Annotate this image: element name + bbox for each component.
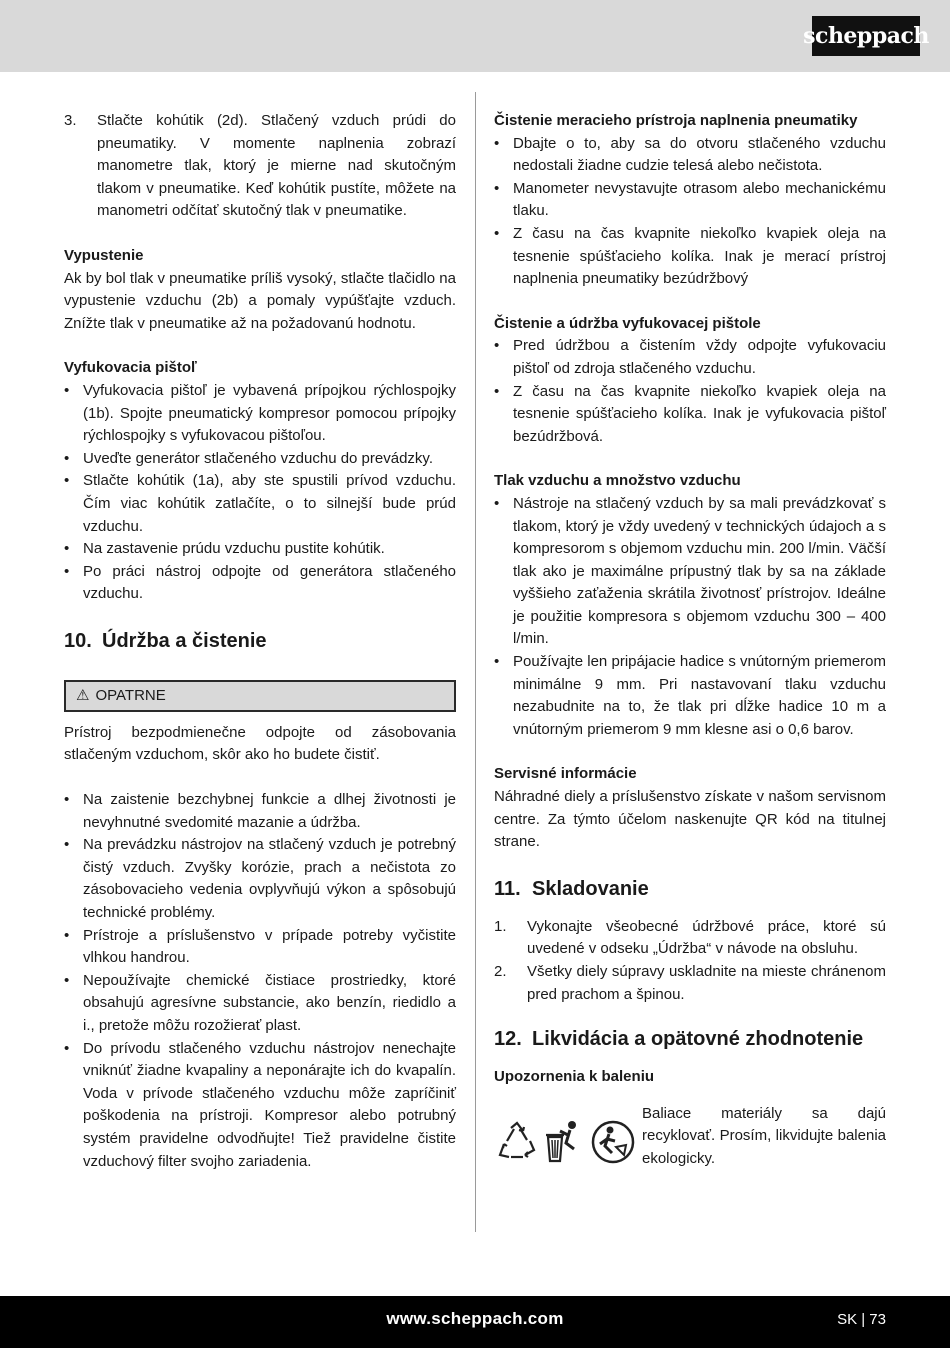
warning-triangle-icon: ⚠ [76,686,90,704]
list-item: • Stlačte kohútik (1a), aby ste spustili prívod vzduchu. Čím viac kohútik zatlačíte, o to silnejší bude prúd vzduchu. [64,472,456,535]
website-link[interactable]: www.scheppach.com [386,1309,564,1328]
waste-bin-icon [544,1119,586,1165]
scheppach-logo: scheppach [812,16,920,56]
storage-list [494,916,886,1006]
list-item: • Pred údržbou a čistením vždy odpojte vyfukovaciu pištoľ od zdroja stlačeného vzduchu. [494,337,886,377]
list-item: • Dbajte o to, aby sa do otvoru stlačeného vzduchu nedostali žiadne cudzie telesá alebo nečistota. [494,134,886,175]
list-item: • Uveďte generátor stlačeného vzduchu do prevádzky. [64,449,433,467]
subheading-packaging: Upozornenia k baleniu [494,1068,655,1086]
warning-box [64,680,456,712]
packaging-text: Baliace materiály sa dajú recyklovať. Prosím, likvidujte balenia ekologicky. [642,1104,886,1167]
gauge-list [494,133,886,291]
list-item: • Nepoužívajte chemické čistiace prostriedky, ktoré obsahujú agresívne substancie, ako benzín, riedidlo a i., pretože môžu rozožierať plast. [64,971,456,1034]
air-list [494,493,886,742]
list-item: 2. Všetky diely súpravy uskladnite na mieste chránenom pred prachom a špinou. [494,963,886,1003]
section-12-heading: 12. Likvidácia a opätovné zhodnotenie [494,1028,864,1051]
column-divider [475,92,476,1232]
subheading-gauge-cleaning: Čistenie meracieho prístroja naplnenia pneumatiky [494,112,858,129]
list-item: • Po práci nástroj odpojte od generátora stlačeného vzduchu. [64,562,456,603]
step-number: 3. [64,112,77,129]
page-number: SK | 73 [837,1311,886,1328]
list-item: • Na prevádzku nástrojov na stlačený vzduch je potrebný čistý vzduch. Zvyšky korózie, prach a nečistota zo zásobovacieho vedenia ovplyvňujú výkon a spôsobujú technické problémy. [64,836,456,922]
pistol-list [64,380,456,606]
recycle-icon [494,1119,540,1165]
eco-recycle-icon [590,1119,636,1165]
list-item: • Z času na čas kvapnite niekoľko kvapiek oleja na tesnenie spúšťacieho kolíka. Inak je merací prístroj naplnenia pneumatiky bezúdržbový [494,224,886,288]
list-item: • Na zastavenie prúdu vzduchu pustite kohútik. [64,540,385,558]
service-text: Náhradné diely a príslušenstvo získate v našom servisnom centre. Za týmto účelom naskenujte QR kód na titulnej strane. [494,788,886,851]
disposal-icons [494,1103,642,1165]
list-item: • Na zaistenie bezchybnej funkcie a dlhej životnosti je nevyhnutné svedomité mazanie a údržba. [64,791,456,831]
list-item: • Manometer nevystavujte otrasom alebo mechanickému tlaku. [494,179,886,220]
list-item: • Vyfukovacia pištoľ je vybavená prípojkou rýchlospojky (1b). Spojte pneumatický kompresor pomocou prípojky rýchlospojky s vyfukovacou pištoľou. [64,381,456,445]
subheading-vypustenie: Vypustenie [64,246,144,264]
list-item: • Z času na čas kvapnite niekoľko kvapiek oleja na tesnenie spúšťacieho kolíka. Inak je vyfukovacia pištoľ bezúdržbová. [494,382,886,445]
pistol-cleaning-list [494,335,886,448]
packaging-row [494,1103,886,1171]
subheading-air-pressure: Tlak vzduchu a množstvo vzduchu [494,472,741,490]
step-3 [64,110,456,223]
left-column [64,110,456,1173]
list-item: 1. Vykonajte všeobecné údržbové práce, ktoré sú uvedené v odseku „Údržba“ v návode na obsluhu. [494,917,886,958]
list-item: • Prístroje a príslušenstvo v prípade potreby vyčistite vlhkou handrou. [64,926,456,967]
list-item: • Do prívodu stlačeného vzduchu nástrojov nenechajte vniknúť žiadne kvapaliny a neponárajte ich do kvapalín. Voda v prívode stlačeného vzduchu môže zapríčiniť poškodenia na prístroji. Kompresor alebo potrubný systém pravidelne odvodňujte! Tiež pravidelne čistite vzduchový filter svojho zariadenia. [64,1039,456,1170]
subheading-service: Servisné informácie [494,765,637,783]
step-text: Stlačte kohútik (2d). Stlačený vzduch prúdi do pneumatiky. V momente naplnenia zobrazí manometre tlak, ktorý je mierne nad skutočným tlakom v pneumatike. Keď kohútik pustíte, môžete na manometri odčítať skutočný tlak v pneumatike. [97,112,456,220]
header-bar [0,0,950,72]
warning-label: OPATRNE [95,686,166,704]
list-item: • Nástroje na stlačený vzduch by sa mali prevádzkovať s tlakom, ktorý je vždy uvedený v technických údajoch a s kompresorom s objemom vzduchu min. 200 l/min. Väčší tlak ako je maximálne prípustný tlak by sa na základe vyššieho zaťaženia skrátila životnosť prístrojov. Ideálne je použitie kompresora s objemom vzduchu 300 – 400 l/min. [494,494,886,648]
footer-bar [0,1296,950,1348]
section-11-heading: 11. Skladovanie [494,877,649,900]
subheading-pistol-cleaning: Čistenie a údržba vyfukovacej pištole [494,314,761,332]
list-item: • Používajte len pripájacie hadice s vnútorným priemerom minimálne 9 mm. Pri nastavovaní tlaku vzduchu nezabudnite na to, že tlak pri dĺžke hadice 10 m a vnútorným priemerom 9 mm klesne asi o 0,6 barov. [494,653,886,738]
section-10-heading: 10. Údržba a čistenie [64,629,267,652]
maintenance-list [64,789,456,1173]
right-column [494,110,886,1171]
subheading-pistol: Vyfukovacia pištoľ [64,359,197,377]
vypustenie-text: Ak by bol tlak v pneumatike príliš vysoký, stlačte tlačidlo na vypustenie vzduchu (2b) a pomaly vypúšťajte vzduch. Znížte tlak v pneumatike až na požadovanú hodnotu. [64,269,456,332]
warning-text: Prístroj bezpodmienečne odpojte od zásobovania stlačeným vzduchom, skôr ako ho budete čistiť. [64,723,456,764]
